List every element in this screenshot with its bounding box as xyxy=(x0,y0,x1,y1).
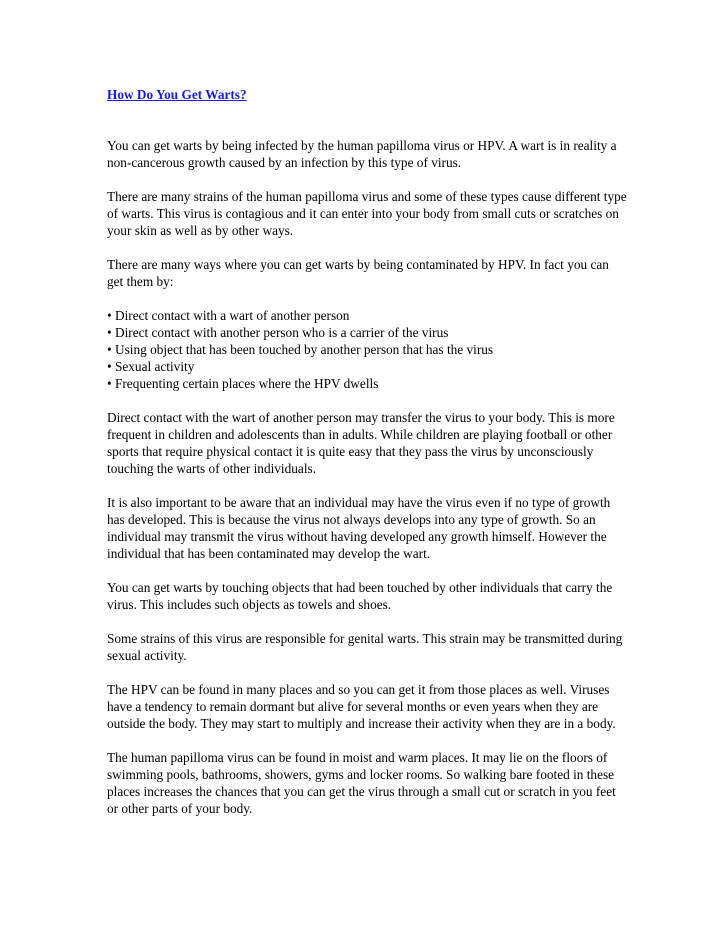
list-item: • Sexual activity xyxy=(107,359,195,374)
paragraph-direct-contact: Direct contact with the wart of another person may transfer the virus to your body. This is more frequent in children and adolescents than in adults. While children are playing football or other sports that require physical contact it is quite easy that they pass the virus by unconsciously touching the warts of other individuals. xyxy=(107,410,615,476)
list-item: • Direct contact with another person who is a carrier of the virus xyxy=(107,325,449,340)
paragraph-moist-places: The human papilloma virus can be found in moist and warm places. It may lie on the floors of swimming pools, bathrooms, showers, gyms and locker rooms. So walking bare footed in these places increases the chances that you can get the virus through a small cut or scratch in you feet or other parts of your body. xyxy=(107,750,616,816)
document-page xyxy=(107,86,627,834)
article-title-link[interactable]: How Do You Get Warts? xyxy=(107,87,247,102)
list-item: • Frequenting certain places where the HPV dwells xyxy=(107,376,379,391)
paragraph-places: The HPV can be found in many places and so you can get it from those places as well. Viruses have a tendency to remain dormant but alive for several months or even years when they are outside the body. They may start to multiply and increase their activity when they are in a body. xyxy=(107,682,616,731)
paragraph-intro: You can get warts by being infected by the human papilloma virus or HPV. A wart is in reality a non-cancerous growth caused by an infection by this type of virus. xyxy=(107,138,617,170)
list-item: • Direct contact with a wart of another person xyxy=(107,308,350,323)
list-item: • Using object that has been touched by another person that has the virus xyxy=(107,342,494,357)
paragraph-ways: There are many ways where you can get warts by being contaminated by HPV. In fact you can get them by: xyxy=(107,257,609,289)
paragraph-objects: You can get warts by touching objects that had been touched by other individuals that carry the virus. This includes such objects as towels and shoes. xyxy=(107,580,613,612)
paragraph-awareness: It is also important to be aware that an individual may have the virus even if no type of growth has developed. This is because the virus not always develops into any type of growth. So an individual may transmit the virus without having developed any growth himself. However the individual that has been contaminated may develop the wart. xyxy=(107,495,611,561)
ways-list xyxy=(107,307,627,392)
paragraph-strains: There are many strains of the human papilloma virus and some of these types cause different type of warts. This virus is contagious and it can enter into your body from small cuts or scratches on your skin as well as by other ways. xyxy=(107,189,627,238)
paragraph-genital: Some strains of this virus are responsible for genital warts. This strain may be transmitted during sexual activity. xyxy=(107,631,623,663)
